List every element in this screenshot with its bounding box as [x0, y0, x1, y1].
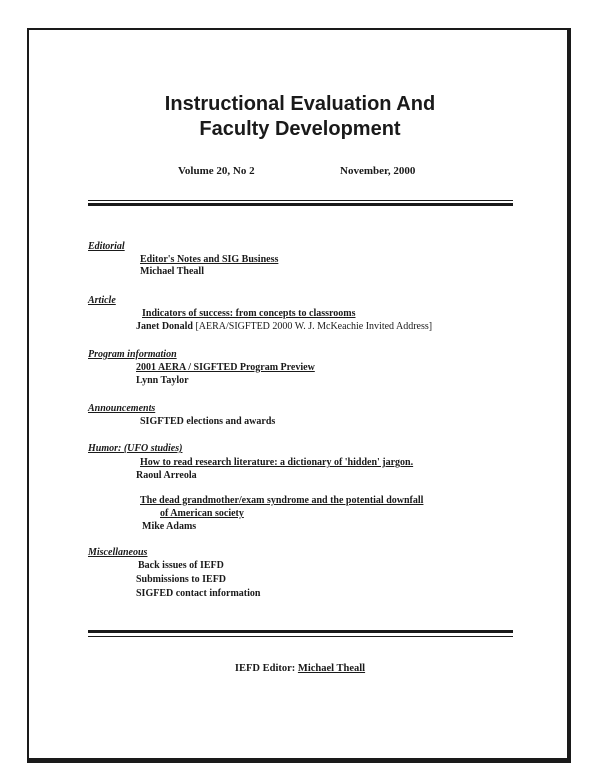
- misc-item: Submissions to IEFD: [136, 574, 227, 585]
- issue-volume: Volume 20, No 2: [178, 165, 255, 177]
- misc-item: SIGFED contact information: [136, 588, 261, 599]
- editor-label: IEFD Editor:: [234, 663, 296, 674]
- bottom-rule-thin: [88, 636, 513, 637]
- section-heading-humor: Humor: (UFO studies): [88, 443, 183, 454]
- editor-name: Michael Theall: [297, 663, 366, 674]
- top-rule-thick: [88, 203, 513, 206]
- article-byline: [136, 321, 432, 332]
- humor-item-2-author: Mike Adams: [142, 521, 197, 532]
- article-note: [AERA/SIGFTED 2000 W. J. McKeachie Invited Address]: [195, 321, 433, 332]
- misc-item: Back issues of IEFD: [138, 560, 224, 571]
- article-title: Indicators of success: from concepts to classrooms: [142, 308, 356, 319]
- title-line-2: Faculty Development: [199, 118, 401, 140]
- issue-date: November, 2000: [340, 165, 416, 177]
- editor-credit: [0, 663, 600, 674]
- program-author: Lynn Taylor: [136, 375, 189, 386]
- program-title: 2001 AERA / SIGFTED Program Preview: [136, 362, 315, 373]
- section-heading-misc: Miscellaneous: [88, 547, 148, 558]
- top-rule-thin: [88, 200, 513, 201]
- humor-item-1-title: How to read research literature: a dictionary of 'hidden' jargon.: [140, 457, 414, 468]
- humor-item-2-title-line-1: The dead grandmother/exam syndrome and the potential downfall: [140, 495, 424, 506]
- editorial-author: Michael Theall: [140, 266, 204, 277]
- title-line-1: Instructional Evaluation And: [164, 93, 436, 115]
- section-heading-editorial: Editorial: [88, 241, 125, 252]
- section-heading-article: Article: [88, 295, 116, 306]
- newsletter-title: [0, 92, 600, 142]
- bottom-rule-thick: [88, 630, 513, 633]
- editorial-title: Editor's Notes and SIG Business: [140, 254, 279, 265]
- humor-item-1-author: Raoul Arreola: [136, 470, 197, 481]
- announcement-item: SIGFTED elections and awards: [140, 416, 276, 427]
- humor-item-2-title-line-2: of American society: [160, 508, 244, 519]
- section-heading-announcements: Announcements: [88, 403, 156, 414]
- section-heading-program: Program information: [88, 349, 177, 360]
- article-author: Janet Donald: [136, 321, 193, 332]
